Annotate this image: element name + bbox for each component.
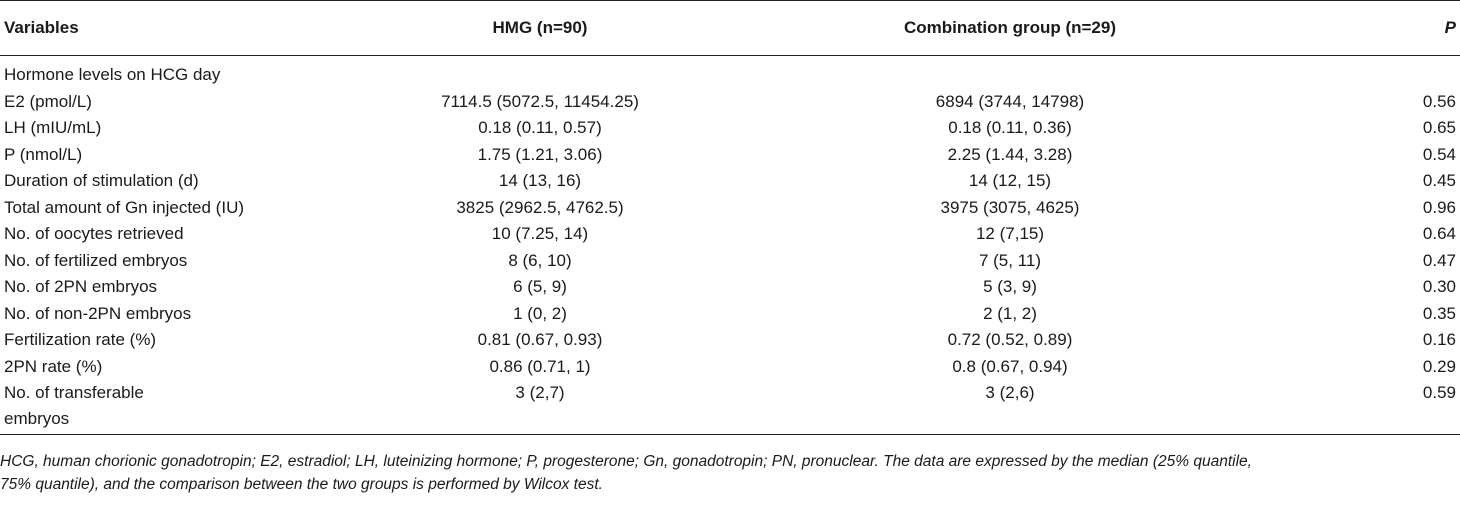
cell-variable: E2 (pmol/L): [4, 91, 92, 111]
header-variables: Variables: [4, 18, 79, 37]
cell-combination: 6894 (3744, 14798): [935, 91, 1085, 111]
cell-combination: 2.25 (1.44, 3.28): [947, 144, 1073, 164]
table-body: [0, 56, 1460, 435]
table-row: [0, 274, 1460, 301]
footnote-line1: HCG, human chorionic gonadotropin; E2, estradiol; LH, luteinizing hormone; P, progesterone; Gn, gonadotropin; PN, pronuclear. The data are expressed by the median (25% quantile,: [0, 453, 1252, 470]
cell-variable: P (nmol/L): [4, 144, 83, 164]
table-row: [0, 354, 1460, 381]
cell-combination: 0.72 (0.52, 0.89): [947, 330, 1073, 349]
cell-variable-line1: No. of transferable: [4, 383, 144, 402]
cell-p: 0.45: [1422, 171, 1456, 190]
cell-combination: 2 (1, 2): [983, 303, 1037, 323]
cell-hmg: 1.75 (1.21, 3.06): [477, 144, 603, 164]
cell-hmg: 3 (2,7): [515, 383, 565, 402]
cell-combination: 12 (7,15): [975, 224, 1045, 243]
cell-p: 0.56: [1422, 91, 1456, 111]
cell-variable: No. of non-2PN embryos: [4, 303, 192, 323]
cell-variable: No. of 2PN embryos: [4, 277, 158, 296]
cell-hmg: 14 (13, 16): [498, 171, 582, 190]
cell-p: 0.29: [1422, 356, 1456, 376]
cell-combination: 5 (3, 9): [983, 277, 1037, 296]
header-hmg: HMG (n=90): [492, 18, 588, 37]
cell-hmg: 1 (0, 2): [513, 303, 567, 323]
cell-p: 0.59: [1422, 383, 1456, 402]
cell-variable: Duration of stimulation (d): [4, 171, 199, 190]
table-row: [0, 248, 1460, 275]
table-row: [0, 195, 1460, 222]
table-row: [0, 142, 1460, 169]
cell-p: 0.54: [1422, 144, 1456, 164]
table-row: [0, 301, 1460, 328]
cell-p: 0.65: [1422, 118, 1456, 137]
cell-variable: Total amount of Gn injected (IU): [4, 197, 245, 217]
cell-variable: [0, 380, 340, 435]
header-p: P: [1444, 18, 1456, 37]
cell-combination: 3975 (3075, 4625): [940, 197, 1080, 217]
cell-p: 0.47: [1422, 250, 1456, 270]
section-row: [0, 56, 1460, 89]
cell-hmg: 7114.5 (5072.5, 11454.25): [441, 91, 639, 111]
cell-variable: LH (mIU/mL): [4, 118, 102, 137]
cell-variable: 2PN rate (%): [4, 356, 103, 376]
cell-p: 0.30: [1422, 277, 1456, 296]
section-label: Hormone levels on HCG day: [4, 65, 221, 84]
table-header: [0, 1, 1460, 56]
header-combination: Combination group (n=29): [903, 18, 1117, 37]
cell-combination: 7 (5, 11): [978, 250, 1042, 270]
cell-hmg: 0.86 (0.71, 1): [489, 356, 591, 376]
cell-hmg: 8 (6, 10): [508, 250, 572, 270]
cell-hmg: 0.81 (0.67, 0.93): [477, 330, 603, 349]
cell-p: 0.96: [1422, 197, 1456, 217]
table-row: [0, 115, 1460, 142]
cell-combination: 14 (12, 15): [968, 171, 1052, 190]
cell-combination: 0.18 (0.11, 0.36): [948, 118, 1072, 137]
cell-hmg: 6 (5, 9): [513, 277, 567, 296]
cell-combination: 0.8 (0.67, 0.94): [952, 356, 1068, 376]
cell-hmg: 3825 (2962.5, 4762.5): [456, 197, 624, 217]
cell-variable: No. of oocytes retrieved: [4, 224, 184, 243]
cell-combination: 3 (2,6): [985, 383, 1035, 402]
table-footnote: [0, 450, 1460, 496]
footnote-line2: 75% quantile), and the comparison between the two groups is performed by Wilcox test.: [0, 476, 603, 493]
table-row: [0, 89, 1460, 116]
table-row: [0, 221, 1460, 248]
table-row: [0, 168, 1460, 195]
table-row: [0, 380, 1460, 435]
cell-p: 0.16: [1422, 330, 1456, 349]
cell-hmg: 0.18 (0.11, 0.57): [478, 118, 602, 137]
cell-p: 0.64: [1422, 224, 1456, 243]
cell-variable: Fertilization rate (%): [4, 330, 157, 349]
cell-hmg: 10 (7.25, 14): [491, 224, 589, 243]
cell-p: 0.35: [1422, 303, 1456, 323]
table-row: [0, 327, 1460, 354]
cell-variable: No. of fertilized embryos: [4, 250, 188, 270]
cell-variable-line2: embryos: [4, 409, 70, 428]
